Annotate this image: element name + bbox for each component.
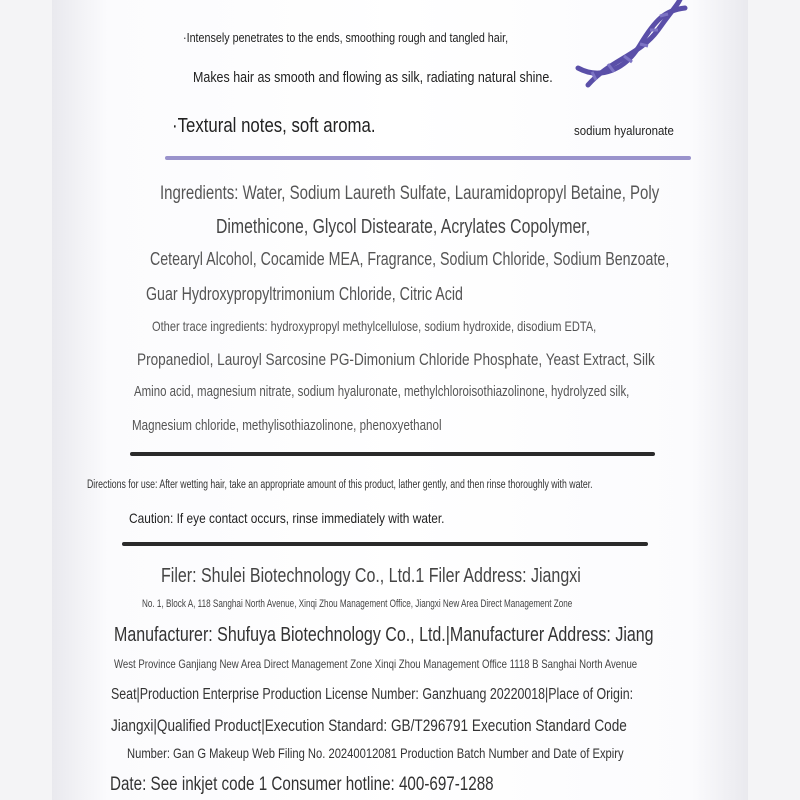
manufacturer-address-line: West Province Ganjiang New Area Direct Management Zone Xinqi Zhou Management Office 1118 B Sanghai North Avenue bbox=[114, 657, 638, 671]
lavender-divider bbox=[165, 156, 691, 160]
ingredients-line: Dimethicone, Glycol Distearate, Acrylates Copolymer, bbox=[216, 216, 591, 238]
license-line: Seat|Production Enterprise Production License Number: Ganzhuang 20220018|Place of Origin: bbox=[111, 686, 634, 703]
caution-text: Caution: If eye contact occurs, rinse immediately with water. bbox=[129, 510, 445, 526]
ingredients-line: Ingredients: Water, Sodium Laureth Sulfate, Lauramidopropyl Betaine, Poly bbox=[160, 183, 660, 204]
filer-address-line: No. 1, Block A, 118 Sanghai North Avenue, Xinqi Zhou Management Office, Jiangxi New Area Direct Management Zone bbox=[142, 598, 573, 610]
ingredients-line: Cetearyl Alcohol, Cocamide MEA, Fragrance, Sodium Chloride, Sodium Benzoate, bbox=[150, 249, 670, 269]
trace-ingredients-line: Other trace ingredients: hydroxypropyl methylcellulose, sodium hydroxide, disodium EDTA, bbox=[152, 318, 597, 334]
hotline-line: Date: See inkjet code 1 Consumer hotline: 400-697-1288 bbox=[110, 774, 494, 795]
dna-helix-icon bbox=[570, 0, 690, 95]
dark-divider bbox=[130, 452, 655, 456]
filing-line: Number: Gan G Makeup Web Filing No. 20240012081 Production Batch Number and Date of Expiry bbox=[127, 745, 624, 761]
ingredients-line: Guar Hydroxypropyltrimonium Chloride, Citric Acid bbox=[146, 284, 463, 304]
benefit-line-1: ·Intensely penetrates to the ends, smoothing rough and tangled hair, bbox=[183, 31, 509, 45]
manufacturer-line: Manufacturer: Shufuya Biotechnology Co., Ltd.|Manufacturer Address: Jiang bbox=[114, 624, 654, 646]
standard-line: Jiangxi|Qualified Product|Execution Standard: GB/T296791 Execution Standard Code bbox=[111, 716, 627, 735]
trace-ingredients-line: Amino acid, magnesium nitrate, sodium hyaluronate, methylchloroisothiazolinone, hydrolyzed silk, bbox=[134, 384, 630, 400]
directions-text: Directions for use: After wetting hair, take an appropriate amount of this product, lather gently, and then rinse thoroughly with water. bbox=[87, 479, 593, 491]
benefit-line-2: Makes hair as smooth and flowing as silk, radiating natural shine. bbox=[193, 70, 553, 86]
dark-divider bbox=[122, 542, 648, 546]
trace-ingredients-line: Magnesium chloride, methylisothiazolinone, phenoxyethanol bbox=[132, 418, 442, 434]
trace-ingredients-line: Propanediol, Lauroyl Sarcosine PG-Dimonium Chloride Phosphate, Yeast Extract, Silk bbox=[137, 350, 655, 369]
label-panel bbox=[52, 0, 748, 800]
filer-line: Filer: Shulei Biotechnology Co., Ltd.1 Filer Address: Jiangxi bbox=[161, 565, 581, 587]
benefit-line-3: ·Textural notes, soft aroma. bbox=[172, 115, 376, 137]
dna-caption: sodium hyaluronate bbox=[574, 123, 674, 138]
